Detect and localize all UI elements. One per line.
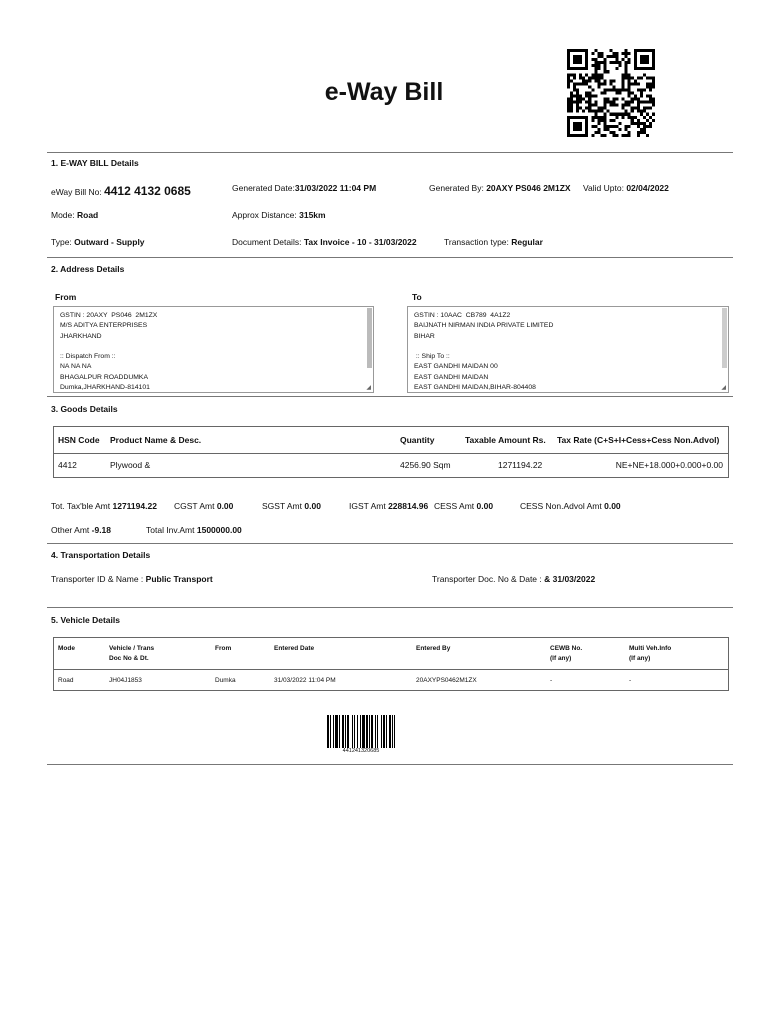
ewb-distance: Approx Distance: 315km bbox=[232, 210, 326, 220]
address-line bbox=[60, 342, 360, 352]
section-goods-heading: 3. Goods Details bbox=[51, 404, 118, 414]
barcode-number: 441241320685 bbox=[342, 748, 380, 754]
vehicle-cell-vehicle: JH04J1853 bbox=[109, 677, 142, 684]
vehicle-cell-mode: Road bbox=[58, 677, 74, 684]
total-sgst: SGST Amt 0.00 bbox=[262, 501, 321, 511]
address-line: Dumka,JHARKHAND-814101 bbox=[60, 384, 150, 392]
vehicle-header-cewb: CEWB No. (If any) bbox=[550, 645, 583, 662]
ewb-generated-by: Generated By: 20AXY PS046 2M1ZX bbox=[429, 183, 571, 193]
section-ewb-details-heading: 1. E-WAY BILL Details bbox=[51, 158, 139, 168]
from-address-scrollbar[interactable] bbox=[367, 308, 372, 368]
goods-cell-quantity: 4256.90 Sqm bbox=[400, 460, 451, 470]
goods-header-quantity: Quantity bbox=[400, 435, 435, 445]
address-line: BHAGALPUR ROADDUMKA bbox=[60, 373, 148, 381]
ewb-type: Type: Outward - Supply bbox=[51, 237, 145, 247]
vehicle-header-entered-by: Entered By bbox=[416, 645, 451, 652]
section-address-heading: 2. Address Details bbox=[51, 264, 125, 274]
from-address-box[interactable] bbox=[53, 306, 374, 393]
section-vehicle-heading: 5. Vehicle Details bbox=[51, 615, 120, 625]
address-line: GSTIN : 20AXY PS046 2M1ZX bbox=[60, 312, 158, 319]
resize-grip-icon[interactable]: ◢ bbox=[366, 385, 371, 391]
vehicle-cell-from: Dumka bbox=[215, 677, 236, 684]
vehicle-header-multi: Multi Veh.Info (If any) bbox=[629, 645, 672, 662]
from-address-text bbox=[60, 311, 360, 393]
address-line: EAST GANDHI MAIDAN,BIHAR-804408 bbox=[414, 384, 536, 392]
vehicle-header-from: From bbox=[215, 645, 232, 652]
from-label: From bbox=[55, 292, 77, 302]
address-line: :: Dispatch From :: bbox=[60, 353, 116, 361]
to-address-text bbox=[414, 311, 714, 393]
goods-cell-taxable: 1271194.22 bbox=[498, 460, 543, 470]
total-taxable: Tot. Tax'ble Amt 1271194.22 bbox=[51, 501, 157, 511]
vehicle-cell-entered-by: 20AXYPS0462M1ZX bbox=[416, 677, 477, 684]
total-cess: CESS Amt 0.00 bbox=[434, 501, 494, 511]
total-cess-non-advol: CESS Non.Advol Amt 0.00 bbox=[520, 501, 621, 511]
total-other: Other Amt -9.18 bbox=[51, 525, 112, 535]
vehicle-header-mode: Mode bbox=[58, 645, 75, 652]
goods-header-taxable: Taxable Amount Rs. bbox=[465, 435, 546, 445]
to-label: To bbox=[412, 292, 422, 302]
vehicle-cell-multi: - bbox=[629, 677, 632, 684]
resize-grip-icon[interactable]: ◢ bbox=[721, 385, 726, 391]
transporter-doc: Transporter Doc. No & Date : & 31/03/2022 bbox=[432, 574, 596, 584]
goods-table bbox=[53, 426, 729, 478]
address-line: :: Ship To :: bbox=[414, 353, 450, 361]
section-transport-heading: 4. Transportation Details bbox=[51, 550, 151, 560]
vehicle-table bbox=[53, 637, 729, 691]
address-line: BAIJNATH NIRMAN INDIA PRIVATE LIMITED bbox=[414, 322, 554, 330]
address-line: NA NA NA bbox=[60, 363, 92, 371]
address-line: M/S ADITYA ENTERPRISES bbox=[60, 322, 148, 330]
ewb-document-details: Document Details: Tax Invoice - 10 - 31/03/2022 bbox=[232, 237, 417, 247]
ewb-mode: Mode: Road bbox=[51, 210, 99, 220]
ewb-transaction-type: Transaction type: Regular bbox=[444, 237, 543, 247]
address-line: GSTIN : 10AAC CB789 4A1Z2 bbox=[414, 312, 511, 319]
vehicle-header-vehicle: Vehicle / Trans Doc No & Dt. bbox=[109, 645, 155, 662]
ewb-valid-upto: Valid Upto: 02/04/2022 bbox=[583, 183, 669, 193]
vehicle-cell-cewb: - bbox=[550, 677, 553, 684]
address-line: BIHAR bbox=[414, 332, 435, 340]
goods-cell-taxrate: NE+NE+18.000+0.000+0.00 bbox=[615, 460, 723, 470]
ewb-generated-date: Generated Date:31/03/2022 11:04 PM bbox=[232, 183, 377, 193]
to-address-scrollbar[interactable] bbox=[722, 308, 727, 368]
total-cgst: CGST Amt 0.00 bbox=[174, 501, 234, 511]
qr-code bbox=[567, 49, 655, 137]
goods-header-taxrate: Tax Rate (C+S+I+Cess+Cess Non.Advol) bbox=[557, 435, 720, 445]
address-line: JHARKHAND bbox=[60, 332, 102, 340]
document-title: e-Way Bill bbox=[324, 78, 444, 106]
total-invoice: Total Inv.Amt 1500000.00 bbox=[146, 525, 242, 535]
total-igst: IGST Amt 228814.96 bbox=[349, 501, 429, 511]
to-address-box[interactable] bbox=[407, 306, 729, 393]
address-line: EAST GANDHI MAIDAN bbox=[414, 373, 489, 381]
goods-cell-product: Plywood & bbox=[110, 460, 151, 470]
ewb-bill-no: eWay Bill No: 4412 4132 0685 bbox=[51, 184, 191, 198]
vehicle-cell-entered-date: 31/03/2022 11:04 PM bbox=[274, 677, 336, 684]
address-line: EAST GANDHI MAIDAN 00 bbox=[414, 363, 498, 371]
goods-header-hsn: HSN Code bbox=[58, 435, 100, 445]
barcode bbox=[327, 715, 395, 748]
goods-cell-hsn: 4412 bbox=[58, 460, 77, 470]
goods-header-product: Product Name & Desc. bbox=[110, 435, 202, 445]
address-line bbox=[414, 342, 714, 352]
transporter-id: Transporter ID & Name : Public Transport bbox=[51, 574, 213, 584]
vehicle-header-entered-date: Entered Date bbox=[274, 645, 315, 652]
